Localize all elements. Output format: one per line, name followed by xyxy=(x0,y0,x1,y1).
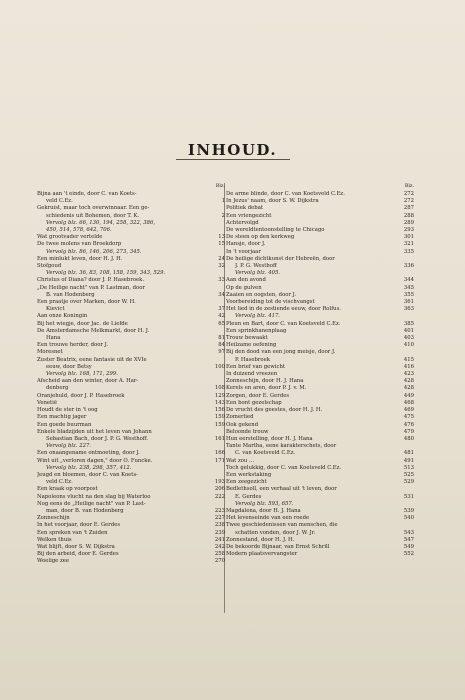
toc-entry-page: 241 xyxy=(214,536,225,543)
toc-entry-title: Een minlukt leven, door H. J. H. xyxy=(37,255,123,262)
toc-entry-title: Zorgen, door E. Gerdes xyxy=(226,392,290,399)
toc-entry xyxy=(226,263,414,270)
toc-entry-page: 363 xyxy=(403,306,414,313)
toc-entry-page: 344 xyxy=(403,277,414,284)
toc-entry-title: Een bont gezelschap xyxy=(226,399,282,406)
toc-entry-title: Welken thuis xyxy=(37,536,72,543)
toc-entry-title: Wat zou ... xyxy=(226,457,255,464)
toc-entry-title: De bekoorde Bijnaar, van Ernst Schrill xyxy=(226,543,330,550)
toc-entry xyxy=(37,400,225,407)
toc-entry xyxy=(37,270,225,277)
toc-entry-page: 206 xyxy=(214,486,225,493)
toc-entry-page: 238 xyxy=(214,522,225,529)
toc-entry-title: schatten vonden, door J. W. Jr. xyxy=(235,529,316,536)
toc-entry-page: 293 xyxy=(403,227,414,234)
toc-entry-page: 401 xyxy=(403,327,414,334)
toc-entry-page: 32 xyxy=(218,263,225,270)
toc-entry xyxy=(226,436,414,443)
toc-entry-title: Vervolg blz. 417. xyxy=(235,313,280,320)
toc-entry-title: De arme blinde, door C. van Koetsveld C.Ez. xyxy=(226,191,345,197)
toc-entry xyxy=(226,494,414,501)
toc-entry-title: Enkele bladzijden uit het leven van Johann xyxy=(37,428,152,435)
toc-entry-title: Bij den arbeid, door E. Gerdes xyxy=(37,551,119,558)
toc-entry xyxy=(37,198,225,205)
toc-entry-title: Christus of Diana? door J. P. Hasebroek. xyxy=(37,277,145,284)
toc-entry xyxy=(226,328,414,335)
toc-entry-title: Het lied in de zestiende eeuw, door Rolfus. xyxy=(226,306,341,313)
toc-entry xyxy=(226,256,414,263)
toc-entry xyxy=(226,479,414,486)
toc-entry-page: 272 xyxy=(403,198,414,205)
toc-entry xyxy=(37,458,225,465)
toc-entry-title: Sebastian Bach, door J. P. G. Westhoff. xyxy=(46,435,149,442)
toc-entry-page: 239 xyxy=(214,529,225,536)
toc-entry-title: Tante Martha, eene karakterschets, door xyxy=(226,443,337,450)
toc-entry-title: Zonnestand, door H. J. H. xyxy=(226,536,295,543)
toc-entry xyxy=(37,551,225,558)
toc-entry-title: Toch gelukkig, door C. van Koetsveld C.Ez. xyxy=(226,464,342,471)
toc-entry xyxy=(37,306,225,313)
toc-entry xyxy=(37,537,225,544)
toc-entry xyxy=(37,436,225,443)
toc-entry xyxy=(226,299,414,306)
toc-entry-page: 33 xyxy=(218,277,225,284)
toc-entry-title: Pleun en Bart, door C. van Koetsveld C.Ez. xyxy=(226,320,341,327)
toc-entry-title: Twee geschiedenissen van menschen, die xyxy=(226,522,338,529)
toc-entry-title: Vervolg blz. 238, 298, 357, 412. xyxy=(46,464,132,471)
toc-entry xyxy=(37,508,225,515)
toc-entry-page: 159 xyxy=(214,421,225,428)
toc-entry xyxy=(226,349,414,356)
toc-entry-title: Jeugd en bloemen, door C. van Koets- xyxy=(37,471,138,478)
toc-entry xyxy=(37,285,225,292)
toc-entry-title: Vervolg blz. 168, 171, 299. xyxy=(46,371,118,378)
toc-entry-title: Een praatje over Marken, door W. H. xyxy=(37,299,136,306)
title-underline xyxy=(176,159,290,160)
toc-entry-page: 423 xyxy=(403,371,414,378)
toc-entry-page: 143 xyxy=(214,399,225,406)
toc-entry-page: 491 xyxy=(403,457,414,464)
toc-entry xyxy=(37,277,225,284)
toc-entry xyxy=(226,198,414,205)
toc-entry-title: P. Hasebroek xyxy=(235,356,270,363)
toc-entry-page: 222 xyxy=(214,493,225,500)
toc-entry-title: Oranjehuld, door J. P. Hasebroek xyxy=(37,392,125,399)
toc-entry-page: 543 xyxy=(403,529,414,536)
toc-entry xyxy=(37,385,225,392)
toc-entry-title: Vervolg blz. 405. xyxy=(235,270,280,277)
toc-entry-title: Vervolg blz. 593, 657. xyxy=(235,500,294,507)
toc-entry xyxy=(37,321,225,328)
toc-entry-page: 289 xyxy=(403,219,414,226)
toc-entry xyxy=(226,306,414,313)
toc-entry-page: 270 xyxy=(214,558,225,565)
toc-entry-page: 13 xyxy=(218,234,225,241)
toc-entry-page: 428 xyxy=(403,378,414,385)
toc-entry-title: Een werkstaking xyxy=(226,471,272,478)
toc-column-left xyxy=(37,183,225,566)
toc-entry xyxy=(226,450,414,457)
toc-entry-title: Kerels en aren, door P. J. v. M. xyxy=(226,385,307,392)
toc-entry xyxy=(226,486,414,493)
toc-entry-page: 416 xyxy=(403,363,414,370)
toc-entry-page: 227 xyxy=(214,515,225,522)
toc-entry xyxy=(226,285,414,292)
toc-column-right xyxy=(226,183,414,558)
toc-entry-title: denberg xyxy=(46,385,69,392)
toc-entry-title: Ook gekend xyxy=(226,421,259,428)
toc-entry-title: eeuw, door Betsy xyxy=(46,363,92,370)
toc-entry xyxy=(226,234,414,241)
toc-entry-page: 81 xyxy=(218,335,225,342)
toc-entry xyxy=(37,234,225,241)
toc-entry xyxy=(226,227,414,234)
toc-entry-title: In duizend vreezen xyxy=(226,371,278,378)
toc-entry-title: C. van Koetsveld C.Ez. xyxy=(235,450,296,457)
toc-entry-title: In 't voorjaar xyxy=(226,248,261,255)
toc-entry-page: 403 xyxy=(403,335,414,342)
toc-entry-title: Nog eens de „Heilige nacht" van P. Last- xyxy=(37,500,146,507)
toc-entry-title: Zonneschijn, door H. J. Hana xyxy=(226,378,304,385)
toc-entry xyxy=(226,277,414,284)
toc-entry xyxy=(37,335,225,342)
toc-entry-title: Zonneschijn xyxy=(37,515,70,522)
toc-entry xyxy=(37,472,225,479)
toc-entry xyxy=(226,465,414,472)
toc-entry-page: 428 xyxy=(403,385,414,392)
toc-entry-title: Gekruist, maar toch overwinnaar. Een ge- xyxy=(37,205,150,212)
toc-entry-page: 193 xyxy=(214,479,225,486)
toc-entry-page: 410 xyxy=(403,342,414,349)
toc-entry-page: 301 xyxy=(403,234,414,241)
toc-entry-title: Zomerlied xyxy=(226,414,254,421)
toc-entry xyxy=(37,263,225,270)
toc-entry-page: 513 xyxy=(403,464,414,471)
toc-entry-page: 171 xyxy=(214,457,225,464)
toc-entry-page: 42 xyxy=(218,313,225,320)
toc-entry xyxy=(37,241,225,248)
toc-entry xyxy=(226,414,414,421)
toc-entry-title: Modern plaatsvervangster xyxy=(226,551,298,558)
toc-entry-title: veld C.Ez. xyxy=(46,198,73,205)
toc-entry-page: 345 xyxy=(403,284,414,291)
toc-entry-page: 476 xyxy=(403,421,414,428)
page-label-right: Blz. xyxy=(404,184,414,189)
toc-entry xyxy=(37,220,225,227)
toc-entry-title: In Jezus' naam, door S. W. Dijkstra xyxy=(226,198,319,205)
toc-entry-title: De Amsterdamsche Melkmarkt, door H. J. xyxy=(37,327,150,334)
toc-entry xyxy=(226,249,414,256)
toc-entry xyxy=(226,400,414,407)
toc-entry xyxy=(226,508,414,515)
toc-entry-page: 287 xyxy=(403,205,414,212)
toc-entry xyxy=(37,422,225,429)
toc-entry xyxy=(226,378,414,385)
toc-entry-title: Een brief van gewicht xyxy=(226,363,285,370)
toc-entry xyxy=(226,205,414,212)
toc-entry-title: Hana xyxy=(46,335,61,342)
toc-entry xyxy=(37,328,225,335)
toc-entry-page: 24 xyxy=(218,255,225,262)
toc-entry-title: Politiek debat xyxy=(226,205,263,212)
toc-entry xyxy=(226,515,414,522)
toc-entry-page: 65 xyxy=(218,320,225,327)
toc-entry-page: 481 xyxy=(403,450,414,457)
toc-entry xyxy=(226,292,414,299)
toc-entry-title: In het voorjaar, door E. Gerdes xyxy=(37,522,121,529)
page-title: INHOUD. xyxy=(187,141,278,159)
toc-entry-title: Hun eerstelling, door H. J. Hana xyxy=(226,435,313,442)
toc-entry-title: Een spreken van 't Zuiden xyxy=(37,529,108,536)
toc-entry xyxy=(226,342,414,349)
toc-entry-title: Wat grootvader vertelde xyxy=(37,234,103,241)
toc-entry xyxy=(226,407,414,414)
toc-entry xyxy=(37,429,225,436)
toc-entry xyxy=(37,530,225,537)
toc-entry xyxy=(37,522,225,529)
toc-entry-page: 385 xyxy=(403,320,414,327)
toc-entry xyxy=(37,450,225,457)
toc-entry-title: Vervolg blz. 86, 146, 206, 273, 345. xyxy=(46,248,142,255)
toc-entry-page: 2 xyxy=(221,212,225,219)
toc-entry xyxy=(226,429,414,436)
toc-entry xyxy=(226,213,414,220)
toc-entry xyxy=(37,494,225,501)
toc-entry xyxy=(226,321,414,328)
toc-entry xyxy=(226,537,414,544)
toc-entry-title: Een trouwe herder, door J. xyxy=(37,342,109,349)
toc-entry-page: 479 xyxy=(403,428,414,435)
toc-entry xyxy=(37,515,225,522)
toc-entry-title: De twee molens van Broekdorp xyxy=(37,241,122,248)
toc-entry xyxy=(37,213,225,220)
toc-entry-title: schiedenis uit Bohemen, door T. K. xyxy=(46,212,140,219)
toc-entry xyxy=(226,522,414,529)
toc-entry-page: 84 xyxy=(218,342,225,349)
toc-entry xyxy=(37,349,225,356)
toc-entry-title: Wint uit „verloren dagen," door O. Funcke. xyxy=(37,457,153,464)
toc-entry xyxy=(37,501,225,508)
toc-entry-title: Een kraak op voorpost xyxy=(37,486,98,493)
toc-entry xyxy=(37,558,225,565)
toc-entry-page: 469 xyxy=(403,407,414,414)
toc-entry-page: 223 xyxy=(214,507,225,514)
toc-entry xyxy=(226,393,414,400)
toc-entry-title: man, door B. van Hodenberg xyxy=(46,507,124,514)
toc-entry-title: De wereldtentoonstelling te Chicago xyxy=(226,227,325,234)
toc-entry-page: 480 xyxy=(403,435,414,442)
toc-entry xyxy=(37,357,225,364)
toc-entry xyxy=(226,458,414,465)
toc-entry-page: 539 xyxy=(403,507,414,514)
toc-entry-page: 97 xyxy=(218,349,225,356)
toc-entry-title: Venetië xyxy=(37,399,57,406)
toc-entry-title: Aan onze Koningin xyxy=(37,313,88,320)
toc-entry-title: Napoleons vlucht na den slag bij Waterloo xyxy=(37,493,151,500)
toc-entry-title: Woelige zee xyxy=(37,558,70,565)
toc-entry-title: Een machtig jager xyxy=(37,414,87,421)
toc-entry-title: Zaaien en oogsten, door J. xyxy=(226,291,297,298)
toc-entry xyxy=(226,544,414,551)
toc-entry xyxy=(37,465,225,472)
toc-entry-title: E. Gerdes xyxy=(235,493,262,500)
toc-entry xyxy=(226,191,414,198)
toc-entry-page: 355 xyxy=(403,291,414,298)
toc-entry-page: 552 xyxy=(403,551,414,558)
toc-entry-title: B. van Hodenberg xyxy=(46,291,95,298)
toc-entry xyxy=(37,205,225,212)
toc-entry xyxy=(226,364,414,371)
toc-entry-page: 288 xyxy=(403,212,414,219)
toc-entry-page: 34 xyxy=(218,291,225,298)
toc-entry-title: Stofgoud xyxy=(37,263,62,270)
toc-entry xyxy=(226,357,414,364)
toc-entry-page: 475 xyxy=(403,414,414,421)
toc-entry-title: Bij den dood van een jong meisje, door J. xyxy=(226,349,336,356)
toc-entry xyxy=(37,393,225,400)
toc-entry-title: Afscheid aan den winter, door A. Har- xyxy=(37,378,139,385)
toc-entry-page: 549 xyxy=(403,543,414,550)
toc-entry-title: Op de gulven xyxy=(226,284,262,291)
toc-entry-page: 449 xyxy=(403,392,414,399)
toc-entry-title: Bedlethsoll, een verhaal uit 't leven, door xyxy=(226,486,337,493)
toc-entry-title: Een goede buurman xyxy=(37,421,92,428)
toc-entry-page: 468 xyxy=(403,399,414,406)
toc-entry xyxy=(37,364,225,371)
toc-entry xyxy=(37,407,225,414)
toc-entry-page: 272 xyxy=(403,191,414,197)
toc-entry-page: 531 xyxy=(403,493,414,500)
toc-entry xyxy=(37,371,225,378)
toc-entry xyxy=(37,299,225,306)
toc-entry xyxy=(226,335,414,342)
toc-entry xyxy=(226,422,414,429)
toc-entry-page: 525 xyxy=(403,471,414,478)
toc-entry xyxy=(226,220,414,227)
toc-entry xyxy=(37,479,225,486)
toc-entry-title: Een onaangename ontmoeting, door J. xyxy=(37,450,140,457)
toc-entry-page: 108 xyxy=(214,385,225,392)
toc-entry-page: 242 xyxy=(214,543,225,550)
toc-entry-title: Vervolg blz. 36, 83, 108, 158, 159, 343, 529. xyxy=(46,270,166,277)
toc-entry xyxy=(37,313,225,320)
toc-entry-page: 156 xyxy=(214,407,225,414)
toc-entry-title: Aan den avond xyxy=(226,277,266,284)
toc-entry xyxy=(37,544,225,551)
toc-entry-page: 547 xyxy=(403,536,414,543)
toc-entry-page: 159 xyxy=(214,414,225,421)
toc-entry xyxy=(226,551,414,558)
toc-entry xyxy=(37,443,225,450)
toc-entry-page: 335 xyxy=(403,248,414,255)
toc-entry-title: 450, 514, 578, 642, 706. xyxy=(46,227,112,234)
toc-entry-title: Het levenseinde van een roede xyxy=(226,515,310,522)
toc-entry-title: Een zeegezicht xyxy=(226,479,267,486)
toc-entry xyxy=(37,342,225,349)
toc-entry-page: 258 xyxy=(214,551,225,558)
toc-entry-title: Achtervolgd xyxy=(226,219,259,226)
toc-entry xyxy=(37,378,225,385)
toc-entry-title: Houdt de ster in 't oog xyxy=(37,407,98,414)
toc-entry-title: Moresnet xyxy=(37,349,63,356)
toc-entry xyxy=(37,256,225,263)
toc-entry-page: 540 xyxy=(403,515,414,522)
toc-entry xyxy=(226,313,414,320)
toc-entry-title: De steen op den kerkweg xyxy=(226,234,295,241)
toc-entry xyxy=(37,227,225,234)
toc-entry xyxy=(226,371,414,378)
toc-entry-title: „De Heilige nacht" van P. Lastman, door xyxy=(37,284,145,291)
toc-entry-page: 161 xyxy=(214,435,225,442)
toc-entry-title: J. P. G. Westhoff xyxy=(235,263,277,270)
toc-entry xyxy=(226,501,414,508)
toc-entry-title: Vervolg blz. 66, 130, 194, 258, 322, 386, xyxy=(46,219,156,226)
toc-entry-title: Magdalena, door H. J. Hana xyxy=(226,507,301,514)
toc-entry-title: Een sprinkhanenplaag xyxy=(226,327,287,334)
toc-entry xyxy=(226,443,414,450)
toc-entry-title: Hansje, door J. xyxy=(226,241,266,248)
toc-entry xyxy=(37,249,225,256)
toc-entry xyxy=(37,414,225,421)
toc-entry-page: 336 xyxy=(403,263,414,270)
toc-entry-title: veld C.Ez. xyxy=(46,479,73,486)
toc-entry-page: 37 xyxy=(218,306,225,313)
toc-entry-title: Vervolg blz. 227. xyxy=(46,443,91,450)
toc-entry-page: 415 xyxy=(403,356,414,363)
toc-entry-title: Beloonde trouw xyxy=(226,428,269,435)
toc-entry-page: 321 xyxy=(403,241,414,248)
toc-entry-page: 129 xyxy=(214,392,225,399)
toc-entry-title: Zuster Beatrix, eene fantasie uit de XVIe xyxy=(37,356,147,363)
toc-entry xyxy=(37,292,225,299)
toc-entry-page: 1 xyxy=(221,198,225,205)
toc-entry-title: Trouw bewaakt xyxy=(226,335,268,342)
toc-entry-page: 361 xyxy=(403,299,414,306)
toc-entry-title: Bijna aan 't einde, door C. van Koets- xyxy=(37,191,137,197)
toc-entry-title: Kievict xyxy=(46,306,65,313)
toc-entry-page: 15 xyxy=(218,241,225,248)
toc-entry-title: Voorbereiding tot de vischvangst xyxy=(226,299,315,306)
toc-entry xyxy=(37,486,225,493)
toc-entry xyxy=(226,472,414,479)
toc-entry-title: Wat blijft, door S. W. Dijkstra xyxy=(37,543,115,550)
toc-entry-title: Een vriengezicht xyxy=(226,212,272,219)
toc-entry xyxy=(226,270,414,277)
toc-entry-page: 100 xyxy=(214,363,225,370)
toc-entry-title: Heilzame oefening xyxy=(226,342,277,349)
toc-entry xyxy=(226,530,414,537)
toc-entry xyxy=(226,385,414,392)
toc-entry-page: 529 xyxy=(403,479,414,486)
toc-entry xyxy=(37,191,225,198)
toc-entry-page: 166 xyxy=(214,450,225,457)
page-label-left: Blz. xyxy=(215,184,225,189)
toc-entry-title: De heilige dichtkunst der Hebreën, door xyxy=(226,255,335,262)
toc-entry-title: De vrucht des geestes, door H. J. H. xyxy=(226,407,323,414)
toc-entry-title: Bij het wiegje, door Jac. de Liefde xyxy=(37,320,128,327)
toc-entry xyxy=(226,241,414,248)
